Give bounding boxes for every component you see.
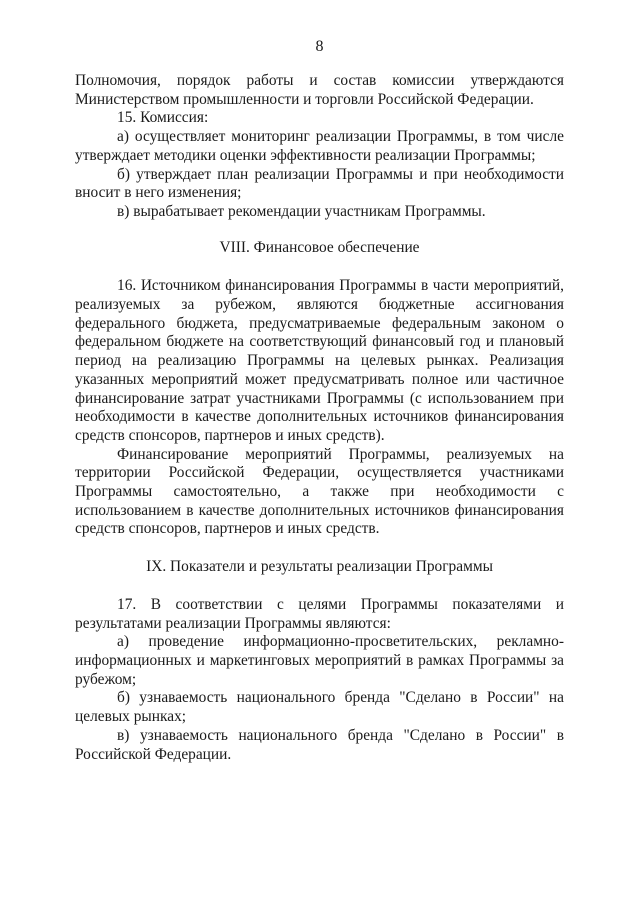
paragraph: в) вырабатывает рекомендации участникам Программы. [117, 202, 486, 220]
document-body [75, 72, 564, 764]
paragraph: а) проведение информационно-просветительских, рекламно-информационных и маркетинговых мероприятий в рамках Программы за рубежом; [75, 633, 564, 688]
paragraph: Полномочия, порядок работы и состав комиссии утверждаются Министерством промышленности и торговли Российской Федерации. [75, 72, 564, 108]
section-heading-viii: VIII. Финансовое обеспечение [219, 238, 420, 256]
paragraph: а) осуществляет мониторинг реализации Программы, в том числе утверждает методики оценки эффективности реализации Программы; [75, 128, 564, 164]
paragraph: Финансирование мероприятий Программы, реализуемых на территории Российской Федерации, осуществляется участниками Программы самостоятельно, а также при необходимости с использованием в качестве дополнительных источников финансирования средств спонсоров, партнеров и иных средств. [75, 445, 564, 538]
paragraph: 15. Комиссия: [117, 109, 209, 127]
page-number: 8 [315, 38, 324, 55]
paragraph: б) узнаваемость национального бренда "Сделано в России" на целевых рынках; [75, 689, 564, 726]
paragraph: 17. В соответствии с целями Программы показателями и результатами реализации Программы являются: [75, 595, 564, 632]
paragraph: 16. Источником финансирования Программы в части мероприятий, реализуемых за рубежом, являются бюджетные ассигнования федерального бюджета, предусматриваемые федеральным законом о федеральном бюджете на соответствующий финансовый год и плановый период на реализацию Программы на целевых рынках. Реализация указанных мероприятий может предусматривать полное или частичное финансирование затрат участниками Программы (с использованием при необходимости в качестве дополнительных источников финансирования средств спонсоров, партнеров и иных средств). [75, 277, 564, 444]
section-heading-ix: IX. Показатели и результаты реализации Программы [146, 558, 493, 576]
paragraph: б) утверждает план реализации Программы и при необходимости вносит в него изменения; [75, 165, 564, 202]
paragraph: в) узнаваемость национального бренда "Сделано в России" в Российской Федерации. [75, 726, 564, 763]
